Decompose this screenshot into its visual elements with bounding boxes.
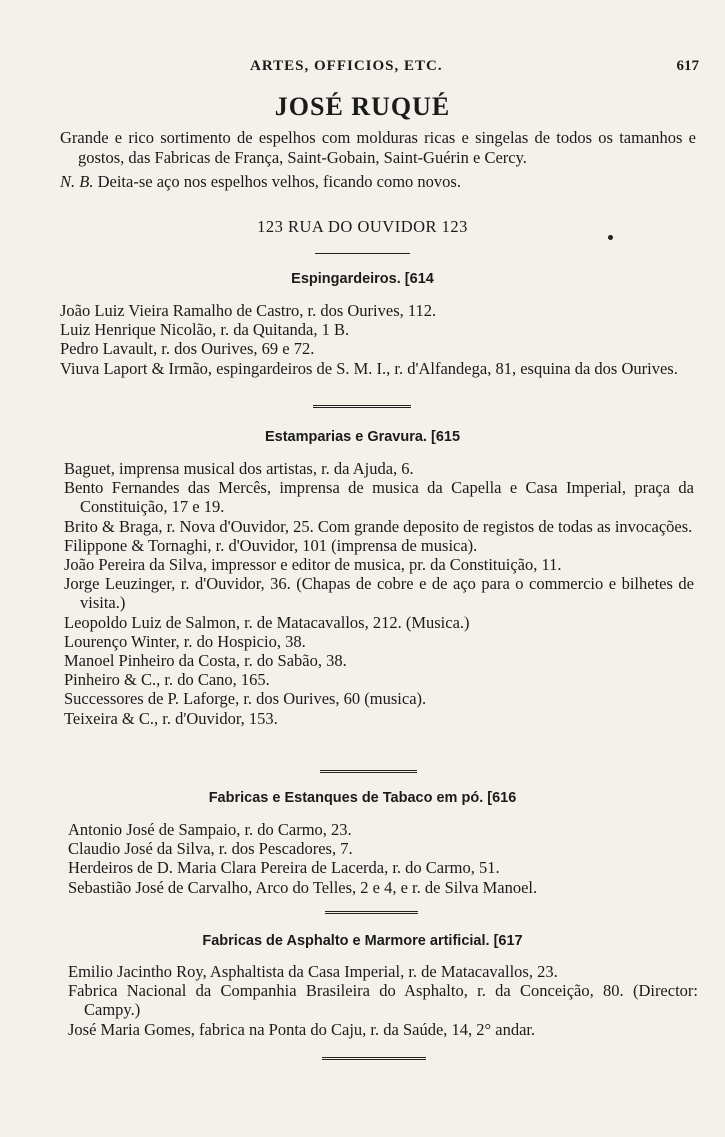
entry-list-616 [68,820,698,897]
advertisement-text: Grande e rico sortimento de espelhos com molduras ricas e singelas de todos os tamanhos e gostos, das Fabricas de França, Saint-Gobain, Saint-Guérin e Cercy. [60,128,696,167]
section-heading-617 [0,933,725,949]
list-item: Luiz Henrique Nicolão, r. da Quitanda, 1 B. [60,320,350,340]
advertisement-address: 123 RUA DO OUVIDOR 123 [257,217,468,236]
section-title: Fabricas de Asphalto e Marmore artificial. [202,933,490,949]
list-item: Bento Fernandes das Mercês, imprensa de musica da Capella e Casa Imperial, praça da Constituição, 17 e 19. [64,478,694,517]
section-divider [315,253,410,254]
advertisement-body [60,128,696,192]
list-item: Leopoldo Luiz de Salmon, r. de Matacavallos, 212. (Musica.) [64,612,470,632]
section-divider [322,1057,426,1060]
section-heading-616 [0,790,725,806]
note-text: Deita-se aço nos espelhos velhos, ficando como novos. [97,172,461,191]
list-item: Baguet, imprensa musical dos artistas, r. da Ajuda, 6. [64,459,414,478]
section-divider [325,911,418,914]
section-title: Fabricas e Estanques de Tabaco em pó. [208,790,484,806]
advertisement-title: JOSÉ RUQUÉ [274,92,451,121]
note-label: N. B. [60,172,94,191]
entry-list-615 [64,459,694,728]
advertisement-note [60,172,696,192]
list-item: Manoel Pinheiro da Costa, r. do Sabão, 38. [64,651,347,671]
entry-list-614 [60,301,697,378]
list-item: João Pereira da Silva, impressor e editor de musica, pr. da Constituição, 11. [64,555,562,575]
running-title: ARTES, OFFICIOS, ETC. [250,58,443,74]
list-item: Antonio José de Sampaio, r. do Carmo, 23. [68,820,352,839]
section-title: Estamparias e Gravura. [264,429,427,445]
list-item: Claudio José da Silva, r. dos Pescadores, 7. [68,839,353,859]
list-item: Successores de P. Laforge, r. dos Ourives, 60 (musica). [64,689,427,709]
running-head [0,58,725,80]
section-number: [614 [404,271,434,287]
section-divider [313,405,411,408]
list-item: Herdeiros de D. Maria Clara Pereira de Lacerda, r. do Carmo, 51. [68,858,500,878]
list-item: Brito & Braga, r. Nova d'Ouvidor, 25. Com grande deposito de registos de todas as invocações. [64,516,693,536]
section-title: Espingardeiros. [291,271,401,287]
section-heading-615 [0,429,725,445]
list-item: João Luiz Vieira Ramalho de Castro, r. dos Ourives, 112. [60,301,437,320]
section-number: [617 [493,933,523,949]
section-divider [320,770,417,773]
list-item: Emilio Jacintho Roy, Asphaltista da Casa Imperial, r. de Matacavallos, 23. [68,962,558,981]
list-item: José Maria Gomes, fabrica na Ponta do Caju, r. da Saúde, 14, 2° andar. [68,1019,536,1039]
page-number: 617 [676,58,699,74]
section-heading-614 [0,271,725,287]
list-item: Filippone & Tornaghi, r. d'Ouvidor, 101 (imprensa de musica). [64,535,478,555]
list-item: Sebastião José de Carvalho, Arco do Telles, 2 e 4, e r. de Silva Manoel. [68,877,538,897]
ink-dot [608,235,613,240]
list-item: Teixeira & C., r. d'Ouvidor, 153. [64,708,278,728]
list-item: Lourenço Winter, r. do Hospicio, 38. [64,631,306,651]
section-number: [616 [487,790,517,806]
list-item: Viuva Laport & Irmão, espingardeiros de S. M. I., r. d'Alfandega, 81, esquina da dos Ourives. [60,358,678,378]
entry-list-617 [68,962,698,1039]
list-item: Pedro Lavault, r. dos Ourives, 69 e 72. [60,339,315,359]
list-item: Jorge Leuzinger, r. d'Ouvidor, 36. (Chapas de cobre e de aço para o commercio e bilhetes de visita.) [64,574,694,613]
section-number: [615 [431,429,461,445]
list-item: Pinheiro & C., r. do Cano, 165. [64,670,270,690]
list-item: Fabrica Nacional da Companhia Brasileira do Asphalto, r. da Conceição, 80. (Director: Campy.) [68,981,698,1020]
